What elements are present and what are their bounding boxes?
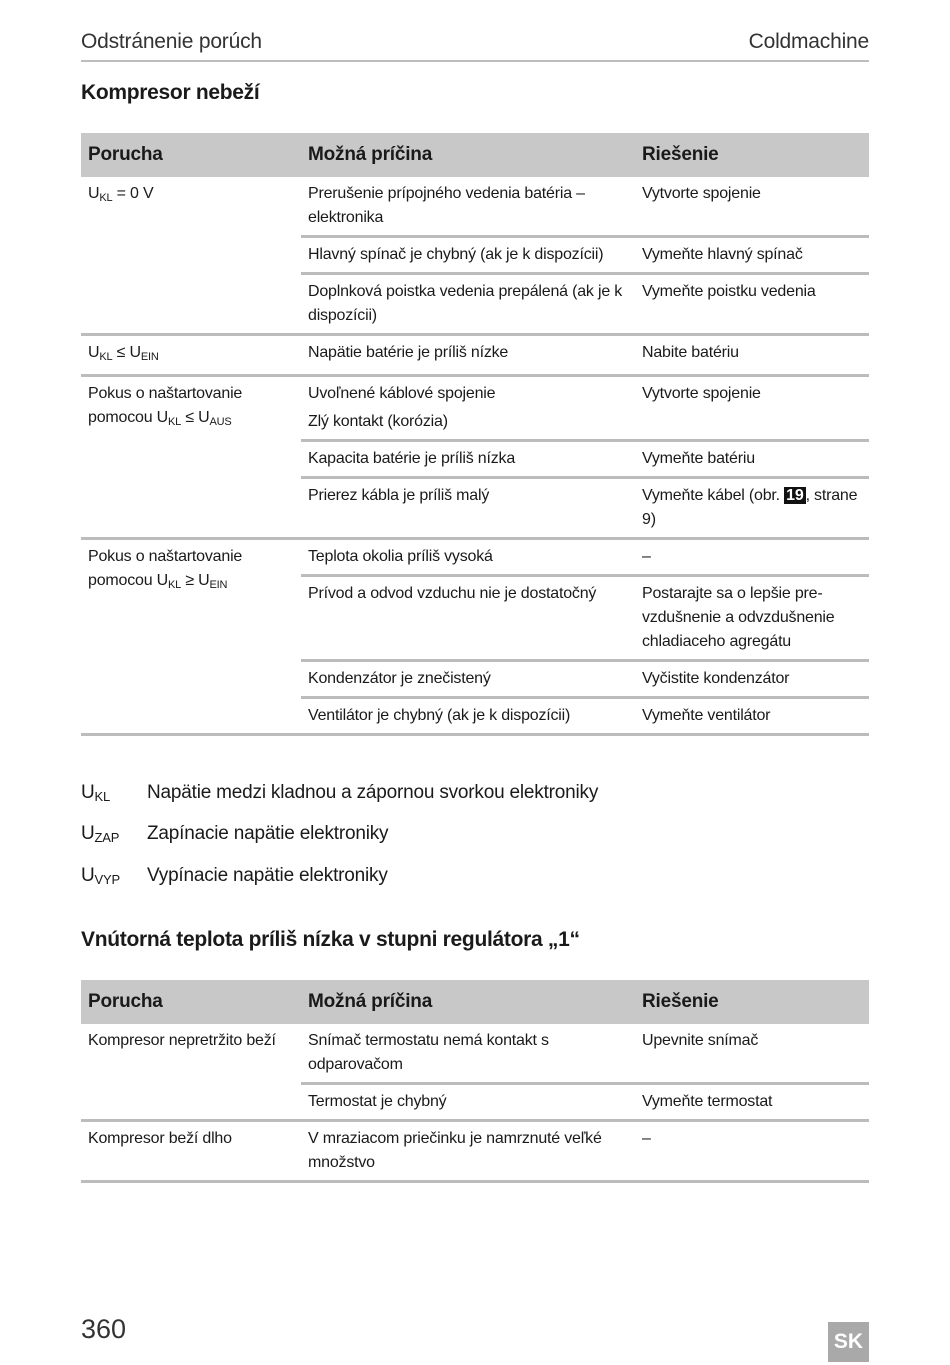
legend-item-uvyp (81, 865, 388, 887)
section-header: Odstránenie porúch (81, 30, 262, 53)
legend-text: Zapínacie napätie elektroniky (147, 823, 389, 844)
cause-text: Zlý kontakt (korózia) (308, 413, 448, 430)
cause-text: Teplota okolia príliš vysoká (308, 548, 493, 565)
col-header-fault: Porucha (81, 133, 301, 177)
cause-text: Doplnková poistka vedenia prepálená (ak je k dispozícii) (308, 283, 623, 324)
legend-text: Napätie medzi kladnou a zápornou svorkou elektroniky (147, 782, 599, 803)
fault-cell (81, 539, 301, 735)
text-segment: Vyčistite kondenzátor (642, 670, 790, 687)
table-row (81, 376, 869, 441)
fault-cell (81, 1024, 301, 1121)
solution-cell (635, 661, 869, 698)
text-segment: ≤ U (112, 344, 141, 361)
cause-text: Kondenzátor je znečistený (308, 670, 491, 687)
solution-cell (635, 539, 869, 576)
text-segment: , strane 9) (642, 487, 858, 528)
solution-cell (635, 177, 869, 237)
solution-cell (635, 1084, 869, 1121)
cause-cell (301, 441, 635, 478)
table2-title: Vnútorná teplota príliš nízka v stupni regulátora „1“ (81, 928, 580, 951)
col-header-solution: Riešenie (635, 133, 869, 177)
subscript: KL (168, 579, 182, 591)
text-segment: Kompresor nepretržito beží (88, 1032, 276, 1049)
text-segment: Vytvorte spojenie (642, 185, 761, 202)
troubleshooting-table-temperature (81, 980, 869, 1183)
legend-subscript: ZAP (94, 830, 120, 845)
legend-symbol: U (81, 865, 95, 886)
solution-cell (635, 1024, 869, 1084)
solution-cell (635, 237, 869, 274)
text-segment: Vytvorte spojenie (642, 385, 761, 402)
cause-cell (301, 376, 635, 441)
cause-cell (301, 661, 635, 698)
legend-text: Vypínacie napätie elektroniky (147, 865, 388, 886)
table-row (81, 177, 869, 237)
table-row (81, 1121, 869, 1182)
text-segment: ≤ U (181, 409, 210, 426)
subscript: EIN (209, 579, 228, 591)
text-segment: = 0 V (112, 185, 154, 202)
text-segment: Vymeňte kábel (obr. (642, 487, 785, 504)
subscript: KL (168, 416, 182, 428)
table-row (81, 1024, 869, 1084)
product-name: Coldmachine (748, 30, 869, 53)
table1-title: Kompresor nebeží (81, 81, 260, 104)
language-badge: SK (828, 1322, 869, 1362)
figure-reference: 19 (786, 487, 804, 504)
cause-cell (301, 274, 635, 335)
subscript: KL (99, 351, 113, 363)
legend-item-ukl (81, 782, 598, 804)
fault-cell (81, 376, 301, 539)
cause-text: Ventilátor je chybný (ak je k dispozícii) (308, 707, 571, 724)
table-row (81, 539, 869, 576)
cause-text: Kapacita batérie je príliš nízka (308, 450, 516, 467)
cause-text: V mraziacom priečinku je namrznuté veľké množstvo (308, 1130, 602, 1171)
cause-cell (301, 335, 635, 376)
legend-symbol: U (81, 782, 95, 803)
fault-cell (81, 177, 301, 335)
cause-text: Prívod a odvod vzduchu nie je dostatočný (308, 585, 597, 602)
text-segment: U (88, 185, 100, 202)
cause-cell (301, 698, 635, 735)
cause-cell (301, 1024, 635, 1084)
text-segment: Pokus o naštartovanie pomocou U (88, 548, 243, 589)
solution-cell (635, 335, 869, 376)
cause-text: Termostat je chybný (308, 1093, 447, 1110)
text-segment: Vymeňte batériu (642, 450, 755, 467)
text-segment: Pokus o naštartovanie pomocou U (88, 385, 243, 426)
cause-cell (301, 237, 635, 274)
cause-cell (301, 1084, 635, 1121)
col-header-fault: Porucha (81, 980, 301, 1024)
subscript: EIN (140, 351, 159, 363)
legend-item-uzap (81, 823, 388, 845)
text-segment: – (642, 548, 651, 565)
cause-cell (301, 1121, 635, 1182)
col-header-cause: Možná príčina (301, 133, 635, 177)
text-segment: – (642, 1130, 651, 1147)
cause-text: Snímač termostatu nemá kontakt s odparovačom (308, 1032, 549, 1073)
cause-text: Uvoľnené káblové spojenie (308, 385, 496, 402)
header-divider (81, 60, 869, 62)
col-header-solution: Riešenie (635, 980, 869, 1024)
fault-cell (81, 1121, 301, 1182)
cause-text: Napätie batérie je príliš nízke (308, 344, 509, 361)
subscript: KL (99, 192, 113, 204)
solution-cell (635, 698, 869, 735)
page-number: 360 (81, 1314, 127, 1344)
cause-text: Prierez kábla je príliš malý (308, 487, 490, 504)
cause-text: Prerušenie prípojného vedenia batéria – elektronika (308, 185, 585, 226)
solution-cell (635, 376, 869, 441)
cause-cell (301, 576, 635, 661)
col-header-cause: Možná príčina (301, 980, 635, 1024)
solution-cell (635, 1121, 869, 1182)
solution-cell (635, 274, 869, 335)
cause-cell (301, 539, 635, 576)
text-segment: Vymeňte poistku vedenia (642, 283, 816, 300)
text-segment: Postarajte sa o lepšie pre-vzdušnenie a odvzdušnenie chladiaceho agregátu (642, 585, 835, 650)
fault-cell (81, 335, 301, 376)
text-segment: Vymeňte termostat (642, 1093, 773, 1110)
table-row (81, 335, 869, 376)
text-segment: Nabite batériu (642, 344, 739, 361)
legend-symbol: U (81, 823, 95, 844)
text-segment: Kompresor beží dlho (88, 1130, 232, 1147)
text-segment: Upevnite snímač (642, 1032, 759, 1049)
legend-subscript: VYP (94, 872, 120, 887)
troubleshooting-table-compressor (81, 133, 869, 736)
text-segment: U (88, 344, 100, 361)
solution-cell (635, 576, 869, 661)
text-segment: ≥ U (181, 572, 210, 589)
cause-cell (301, 177, 635, 237)
cause-cell (301, 478, 635, 539)
solution-cell (635, 478, 869, 539)
solution-cell (635, 441, 869, 478)
cause-text: Hlavný spínač je chybný (ak je k dispozícii) (308, 246, 604, 263)
text-segment: Vymeňte hlavný spínač (642, 246, 803, 263)
legend-subscript: KL (94, 789, 111, 804)
subscript: AUS (209, 416, 232, 428)
text-segment: Vymeňte ventilátor (642, 707, 771, 724)
